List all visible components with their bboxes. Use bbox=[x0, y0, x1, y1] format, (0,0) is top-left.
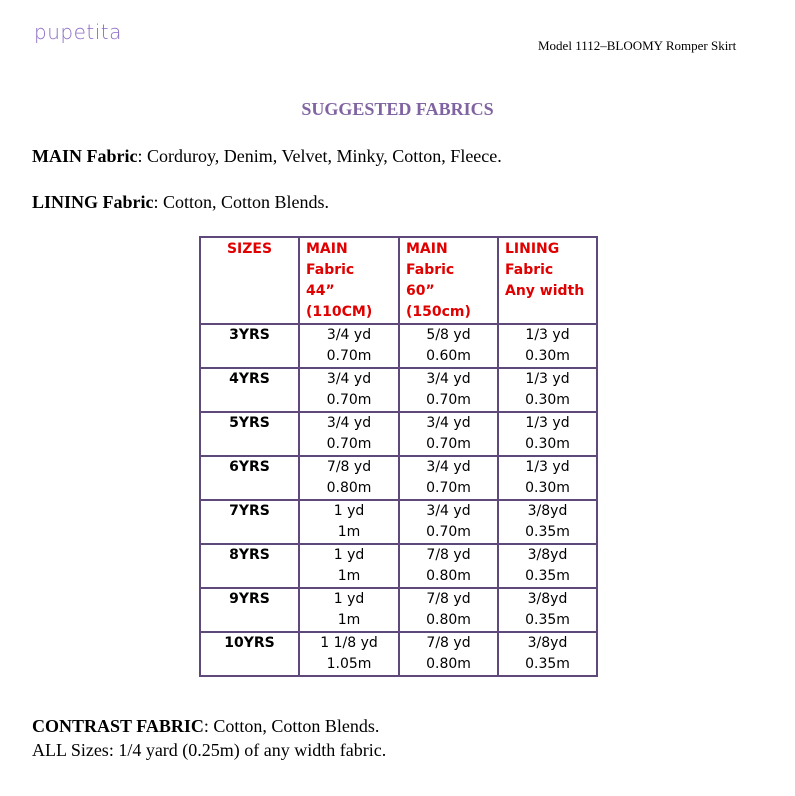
header-line: (150cm) bbox=[406, 304, 471, 320]
main44-cell bbox=[299, 500, 399, 544]
fabric-requirements-table bbox=[199, 236, 598, 677]
header-line: 44” bbox=[306, 283, 335, 299]
header-line: LINING bbox=[505, 241, 560, 257]
header-main-44 bbox=[299, 237, 399, 324]
size-cell: 9YRS bbox=[200, 588, 299, 632]
size-cell: 5YRS bbox=[200, 412, 299, 456]
main60-cell bbox=[399, 412, 498, 456]
contrast-fabric-label: CONTRAST FABRIC bbox=[32, 716, 204, 736]
metric-value: 0.70m bbox=[326, 392, 372, 408]
table-row bbox=[200, 500, 597, 544]
lining-fabric-line bbox=[32, 192, 329, 213]
yardage-value: 1/3 yd bbox=[525, 327, 570, 343]
main44-cell bbox=[299, 368, 399, 412]
yardage-value: 3/4 yd bbox=[426, 459, 471, 475]
metric-value: 0.70m bbox=[426, 392, 471, 408]
metric-value: 0.70m bbox=[426, 480, 471, 496]
size-cell: 10YRS bbox=[200, 632, 299, 676]
model-name: Model 1112–BLOOMY Romper Skirt bbox=[538, 38, 737, 53]
metric-value: 0.30m bbox=[525, 348, 570, 364]
metric-value: 0.70m bbox=[326, 436, 372, 452]
yardage-value: 1 yd bbox=[333, 591, 365, 607]
yardage-value: 5/8 yd bbox=[426, 327, 471, 343]
lining-cell bbox=[498, 544, 597, 588]
table-header-row bbox=[200, 237, 597, 324]
header-sizes bbox=[200, 237, 299, 324]
header-lining bbox=[498, 237, 597, 324]
table-row bbox=[200, 456, 597, 500]
main44-cell bbox=[299, 456, 399, 500]
yardage-value: 1/3 yd bbox=[525, 415, 570, 431]
metric-value: 0.35m bbox=[525, 656, 570, 672]
main-fabric-line bbox=[32, 146, 502, 167]
table-row bbox=[200, 544, 597, 588]
metric-value: 0.80m bbox=[426, 568, 471, 584]
header-line: MAIN bbox=[306, 241, 348, 257]
yardage-value: 3/4 yd bbox=[326, 327, 372, 343]
main44-cell bbox=[299, 588, 399, 632]
table-body bbox=[200, 324, 597, 676]
size-cell: 4YRS bbox=[200, 368, 299, 412]
main-fabric-text: : Corduroy, Denim, Velvet, Minky, Cotton, Fleece. bbox=[137, 146, 502, 166]
main60-cell bbox=[399, 500, 498, 544]
main44-cell bbox=[299, 324, 399, 368]
metric-value: 1m bbox=[337, 568, 361, 584]
header-line: (110CM) bbox=[306, 304, 373, 320]
yardage-value: 3/4 yd bbox=[326, 371, 372, 387]
main60-cell bbox=[399, 456, 498, 500]
yardage-value: 1 yd bbox=[333, 503, 365, 519]
all-sizes-note: ALL Sizes: 1/4 yard (0.25m) of any width fabric. bbox=[32, 740, 387, 760]
yardage-value: 3/4 yd bbox=[426, 371, 471, 387]
yardage-value: 1/3 yd bbox=[525, 371, 570, 387]
metric-value: 0.80m bbox=[426, 656, 471, 672]
yardage-value: 1 1/8 yd bbox=[320, 635, 378, 651]
brand-logo: pupetita bbox=[34, 20, 122, 44]
metric-value: 1.05m bbox=[326, 656, 372, 672]
main60-cell bbox=[399, 544, 498, 588]
metric-value: 0.35m bbox=[525, 524, 570, 540]
lining-cell bbox=[498, 456, 597, 500]
metric-value: 0.30m bbox=[525, 480, 570, 496]
metric-value: 0.30m bbox=[525, 436, 570, 452]
main44-cell bbox=[299, 412, 399, 456]
lining-cell bbox=[498, 632, 597, 676]
metric-value: 0.35m bbox=[525, 568, 570, 584]
yardage-value: 3/4 yd bbox=[426, 415, 471, 431]
table-row bbox=[200, 632, 597, 676]
metric-value: 0.70m bbox=[426, 436, 471, 452]
yardage-value: 3/4 yd bbox=[326, 415, 372, 431]
lining-fabric-text: : Cotton, Cotton Blends. bbox=[153, 192, 330, 212]
table-row bbox=[200, 588, 597, 632]
main44-cell bbox=[299, 632, 399, 676]
yardage-value: 3/8yd bbox=[527, 547, 568, 563]
yardage-value: 7/8 yd bbox=[426, 591, 471, 607]
yardage-value: 1/3 yd bbox=[525, 459, 570, 475]
metric-value: 0.70m bbox=[426, 524, 471, 540]
metric-value: 0.80m bbox=[426, 612, 471, 628]
metric-value: 0.60m bbox=[426, 348, 471, 364]
size-cell: 7YRS bbox=[200, 500, 299, 544]
header-line: Fabric bbox=[505, 262, 554, 278]
main44-cell bbox=[299, 544, 399, 588]
header-line: Fabric bbox=[306, 262, 355, 278]
yardage-value: 3/8yd bbox=[527, 503, 568, 519]
table-row bbox=[200, 368, 597, 412]
yardage-value: 7/8 yd bbox=[426, 635, 471, 651]
size-cell: 3YRS bbox=[200, 324, 299, 368]
yardage-value: 3/4 yd bbox=[426, 503, 471, 519]
metric-value: 0.70m bbox=[326, 348, 372, 364]
header-line: Fabric bbox=[406, 262, 455, 278]
main60-cell bbox=[399, 368, 498, 412]
metric-value: 1m bbox=[337, 612, 361, 628]
yardage-value: 3/8yd bbox=[527, 591, 568, 607]
size-cell: 8YRS bbox=[200, 544, 299, 588]
main60-cell bbox=[399, 324, 498, 368]
lining-cell bbox=[498, 368, 597, 412]
lining-cell bbox=[498, 500, 597, 544]
main60-cell bbox=[399, 632, 498, 676]
yardage-value: 7/8 yd bbox=[426, 547, 471, 563]
yardage-value: 1 yd bbox=[333, 547, 365, 563]
main60-cell bbox=[399, 588, 498, 632]
lining-cell bbox=[498, 324, 597, 368]
header-main-60 bbox=[399, 237, 498, 324]
size-cell: 6YRS bbox=[200, 456, 299, 500]
header-line: MAIN bbox=[406, 241, 448, 257]
lining-cell bbox=[498, 588, 597, 632]
header-line: Any width bbox=[505, 283, 585, 299]
metric-value: 1m bbox=[337, 524, 361, 540]
metric-value: 0.80m bbox=[326, 480, 372, 496]
lining-cell bbox=[498, 412, 597, 456]
contrast-fabric-text: : Cotton, Cotton Blends. bbox=[203, 716, 380, 736]
main-fabric-label: MAIN Fabric bbox=[32, 146, 138, 166]
header-line: 60” bbox=[406, 283, 435, 299]
yardage-value: 7/8 yd bbox=[326, 459, 372, 475]
table-row bbox=[200, 412, 597, 456]
header-line: SIZES bbox=[226, 241, 273, 257]
page-title: SUGGESTED FABRICS bbox=[301, 99, 494, 119]
lining-fabric-label: LINING Fabric bbox=[32, 192, 154, 212]
metric-value: 0.35m bbox=[525, 612, 570, 628]
metric-value: 0.30m bbox=[525, 392, 570, 408]
table-row bbox=[200, 324, 597, 368]
yardage-value: 3/8yd bbox=[527, 635, 568, 651]
contrast-fabric-line bbox=[32, 716, 379, 737]
